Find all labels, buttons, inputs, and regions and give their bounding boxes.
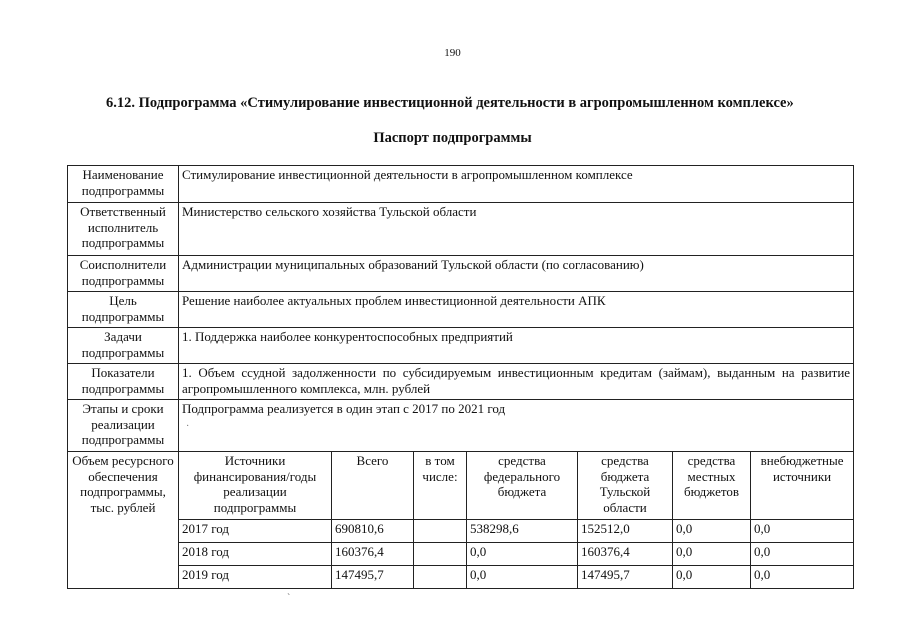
passport-row-indicators [68,364,854,400]
funding-regional: 147495,7 [578,566,673,589]
row-value: Администрации муниципальных образований Тульской области (по согласованию) [179,256,854,292]
funding-year: 2017 год [179,520,332,543]
row-value: 1. Объем ссудной задолженности по субсидируемым инвестиционным кредитам (займам), выданным на развитие агропромышленного комплекса, млн. рублей [179,364,854,400]
row-label: Показатели подпрограммы [68,364,179,400]
passport-title: Паспорт подпрограммы [373,130,532,146]
passport-row-coexecutors [68,256,854,292]
passport-table [67,165,854,589]
funding-local: 0,0 [673,520,751,543]
funding-row-2018 [68,543,854,566]
scan-speck: · [186,421,190,432]
funding-empty-cell [414,543,467,566]
passport-row-goal [68,292,854,328]
scan-speck: ˋ [287,593,291,604]
row-label: Задачи подпрограммы [68,328,179,364]
funding-header-federal: средства федерального бюджета [467,452,578,520]
row-label: Ответственный исполнитель подпрограммы [68,203,179,256]
funding-row-2019 [68,566,854,589]
funding-row-2017 [68,520,854,543]
funding-regional: 160376,4 [578,543,673,566]
passport-row-tasks [68,328,854,364]
row-value: Стимулирование инвестиционной деятельности в агропромышленном комплексе [179,166,854,203]
funding-header-local: средства местных бюджетов [673,452,751,520]
row-label: Этапы и сроки реализации подпрограммы [68,400,179,452]
passport-row-executor [68,203,854,256]
funding-empty-cell [414,566,467,589]
funding-header-total: Всего [332,452,414,520]
funding-extra: 0,0 [751,520,854,543]
funding-extra: 0,0 [751,566,854,589]
funding-federal: 0,0 [467,543,578,566]
funding-total: 690810,6 [332,520,414,543]
funding-header-regional: средства бюджета Тульской области [578,452,673,520]
row-value: 1. Поддержка наиболее конкурентоспособных предприятий [179,328,854,364]
row-value: Подпрограмма реализуется в один этап с 2017 по 2021 год [179,400,854,452]
funding-header-sources: Источники финансирования/годы реализации подпрограммы [179,452,332,520]
page-number: 190 [444,47,461,59]
passport-row-name [68,166,854,203]
funding-federal: 0,0 [467,566,578,589]
funding-total: 147495,7 [332,566,414,589]
funding-header-row [68,452,854,520]
row-label: Цель подпрограммы [68,292,179,328]
section-title: 6.12. Подпрограмма «Стимулирование инвестиционной деятельности в агропромышленном комплексе» [106,95,794,111]
row-value: Министерство сельского хозяйства Тульской области [179,203,854,256]
funding-total: 160376,4 [332,543,414,566]
row-label: Наименование подпрограммы [68,166,179,203]
funding-header-including: в том числе: [414,452,467,520]
funding-header-extra: внебюджетные источники [751,452,854,520]
funding-extra: 0,0 [751,543,854,566]
funding-local: 0,0 [673,543,751,566]
funding-regional: 152512,0 [578,520,673,543]
row-value: Решение наиболее актуальных проблем инвестиционной деятельности АПК [179,292,854,328]
funding-year: 2019 год [179,566,332,589]
funding-local: 0,0 [673,566,751,589]
funding-empty-cell [414,520,467,543]
funding-year: 2018 год [179,543,332,566]
funding-federal: 538298,6 [467,520,578,543]
funding-label: Объем ресурсного обеспечения подпрограммы, тыс. рублей [68,452,179,589]
row-label: Соисполнители подпрограммы [68,256,179,292]
